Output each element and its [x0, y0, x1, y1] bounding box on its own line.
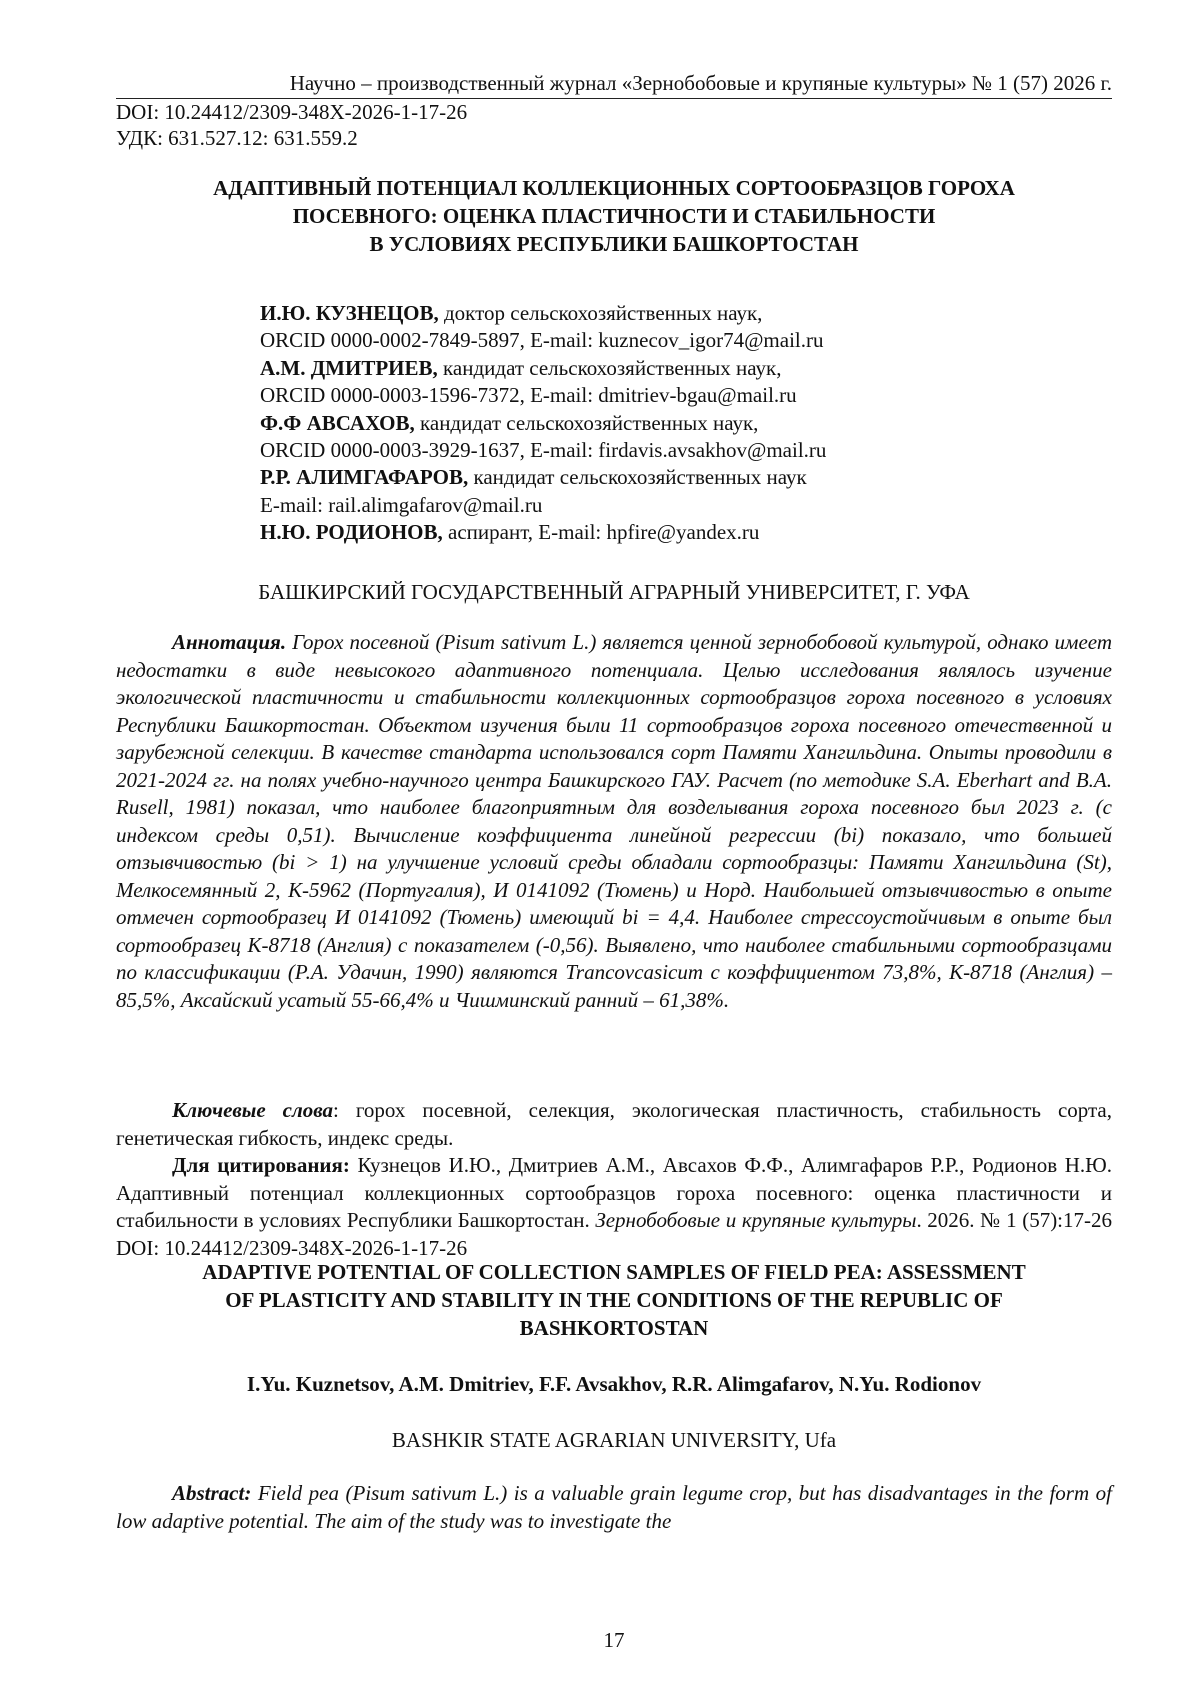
abstract-ru-label: Аннотация. [172, 630, 287, 654]
udc-line: УДК: 631.527.12: 631.559.2 [116, 126, 358, 150]
author-degree: доктор сельскохозяйственных наук, [438, 301, 763, 325]
title-en-line: BASHKORTOSTAN [519, 1316, 709, 1340]
author-line [260, 464, 1120, 491]
citation-ru-text: Кузнецов И.Ю., Дмитриев А.М., Авсахов Ф.Ф., Алимгафаров Р.Р., Родионов Н.Ю. Адаптивный потенциал коллекционных сортообразцов гороха посевного: оценка пластичности и стабильности в условиях Республики Башкортостан. [116, 1153, 1112, 1232]
author-line [260, 519, 1120, 546]
author-line [260, 300, 1120, 327]
affiliation-en: BASHKIR STATE AGRARIAN UNIVERSITY, Ufa [391, 1428, 837, 1452]
author-degree: аспирант, E-mail: hpfire@yandex.ru [442, 520, 760, 545]
keywords-ru-label: Ключевые слова [172, 1098, 334, 1122]
title-en [116, 1258, 1112, 1342]
title-ru-line: АДАПТИВНЫЙ ПОТЕНЦИАЛ КОЛЛЕКЦИОННЫХ СОРТООБРАЗЦОВ ГОРОХА [213, 176, 1015, 200]
title-ru [116, 174, 1112, 258]
author-degree: кандидат сельскохозяйственных наук, [414, 410, 759, 435]
author-contacts: ORCID 0000-0003-1596-7372, E-mail: dmitriev-bgau@mail.ru [260, 383, 797, 408]
title-en-line: OF PLASTICITY AND STABILITY IN THE CONDITIONS OF THE REPUBLIC OF [225, 1288, 1003, 1312]
authors-en: I.Yu. Kuznetsov, A.M. Dmitriev, F.F. Avsakhov, R.R. Alimgafarov, N.Yu. Rodionov [246, 1372, 982, 1396]
authors-block [260, 300, 1120, 547]
keywords-ru-text: : горох посевной, селекция, экологическая пластичность, стабильность сорта, генетическая гибкость, индекс среды. [116, 1098, 1112, 1150]
citation-ru-label: Для цитирования: [172, 1153, 350, 1177]
title-en-line: ADAPTIVE POTENTIAL OF COLLECTION SAMPLES OF FIELD PEA: ASSESSMENT [202, 1260, 1026, 1284]
author-name: И.Ю. КУЗНЕЦОВ, [260, 301, 439, 325]
keywords-ru [116, 1097, 1112, 1152]
abstract-en-label: Abstract: [172, 1481, 252, 1505]
title-ru-line: ПОСЕВНОГО: ОЦЕНКА ПЛАСТИЧНОСТИ И СТАБИЛЬНОСТИ [292, 204, 936, 228]
author-line [260, 355, 1120, 382]
author-name: Н.Ю. РОДИОНОВ, [260, 520, 443, 545]
citation-ru [116, 1152, 1112, 1262]
author-line [260, 410, 1120, 437]
citation-ru-journal: Зернобобовые и крупяные культуры [595, 1208, 917, 1232]
title-ru-line: В УСЛОВИЯХ РЕСПУБЛИКИ БАШКОРТОСТАН [369, 232, 859, 256]
author-name: Ф.Ф АВСАХОВ, [260, 410, 415, 435]
running-header: Научно – производственный журнал «Зернобобовые и крупяные культуры» № 1 (57) 2026 г. [116, 70, 1112, 99]
citation-ru-tail: . 2026. № 1 (57):17-26 DOI: 10.24412/2309-348X-2026-1-17-26 [116, 1208, 1113, 1260]
author-degree: кандидат сельскохозяйственных наук, [437, 355, 782, 380]
author-contacts: E-mail: rail.alimgafarov@mail.ru [260, 492, 543, 517]
author-name: Р.Р. АЛИМГАФАРОВ, [260, 465, 469, 490]
affiliation-ru: БАШКИРСКИЙ ГОСУДАРСТВЕННЫЙ АГРАРНЫЙ УНИВЕРСИТЕТ, Г. УФА [258, 580, 970, 604]
abstract-en-text: Field pea (Pisum sativum L.) is a valuable grain legume crop, but has disadvantages in the form of low adaptive potential. The aim of the study was to investigate the [116, 1481, 1112, 1533]
abstract-ru-text: Горох посевной (Pisum sativum L.) является ценной зернобобовой культурой, однако имеет недостатки в виде невысокого адаптивного потенциала. Целью исследования являлось изучение экологической пластичности и стабильности коллекционных сортообразцов гороха посевного в условиях Республики Башкортостан. Объектом изучения были 11 сортообразцов гороха посевного отечественной и зарубежной селекции. В качестве стандарта использовался сорт Памяти Хангильдина. Опыты проводили в 2021-2024 гг. на полях учебно-научного центра Башкирского ГАУ. Расчет (по методике S.A. Eberhart and B.A. Rusell, 1981) показал, что наиболее благоприятным для возделывания гороха посевного был 2023 г. (с индексом среды 0,51). Вычисление коэффициента линейной регрессии (bi) показало, что большей отзывчивостью (bi > 1) на улучшение условий среды обладали сортообразцы: Памяти Хангильдина (St), Мелкосемянный 2, К-5962 (Португалия), И 0141092 (Тюмень) и Норд. Наибольшей отзывчивостью в опыте отмечен сортообразец И 0141092 (Тюмень) имеющий bi = 4,4. Наиболее стрессоустойчивым в опыте был сортообразец К-8718 (Англия) с показателем (-0,56). Выявлено, что наиболее стабильными сортообразцами по классификации (Р.А. Удачин, 1990) являются Trancovcasicum с коэффициентом 73,8%, К-8718 (Англия) – 85,5%, Аксайский усатый 55-66,4% и Чишминский ранний – 61,38%. [116, 630, 1112, 1012]
author-degree: кандидат сельскохозяйственных наук [468, 465, 807, 490]
author-name: А.М. ДМИТРИЕВ, [260, 355, 438, 380]
page-number: 17 [603, 1628, 625, 1652]
author-contacts: ORCID 0000-0002-7849-5897, E-mail: kuznecov_igor74@mail.ru [260, 328, 824, 353]
abstract-ru [116, 629, 1112, 1014]
author-contacts: ORCID 0000-0003-3929-1637, E-mail: firdavis.avsakhov@mail.ru [260, 438, 827, 463]
doi-line: DOI: 10.24412/2309-348X-2026-1-17-26 [116, 100, 468, 124]
abstract-en [116, 1480, 1112, 1535]
